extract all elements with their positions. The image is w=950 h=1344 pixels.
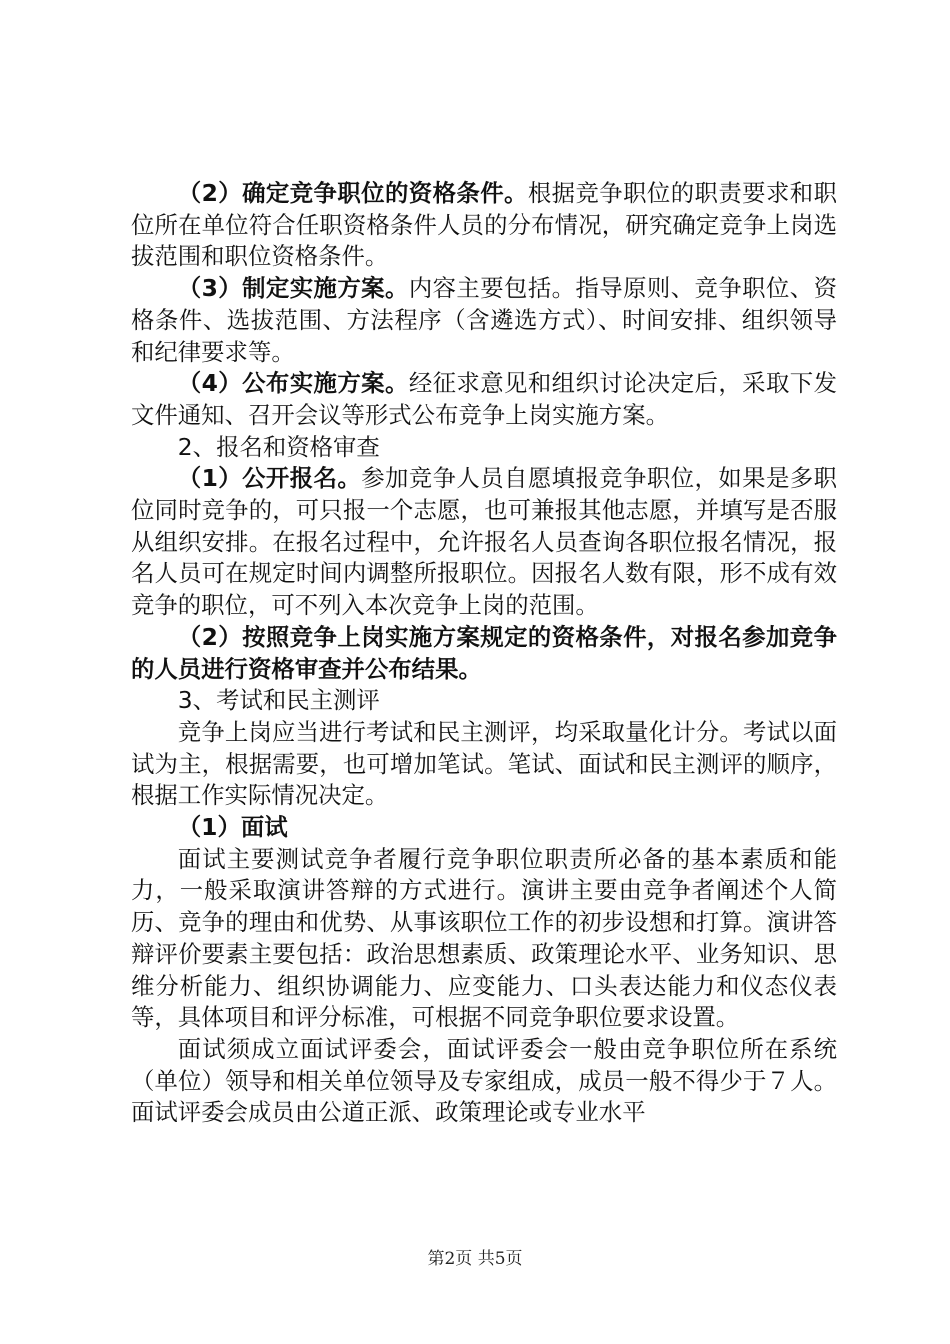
subheading-interview: （1）面试: [177, 813, 288, 842]
paragraph-lead: （1）公开报名。: [177, 464, 362, 493]
paragraph-plan: [131, 273, 837, 368]
paragraph-interview-content: 面试主要测试竞争者履行竞争职位职责所必备的基本素质和能力，一般采取演讲答辩的方式进行。演讲主要由竞争者阐述个人简历、竞争的理由和优势、从事该职位工作的初步设想和打算。演讲答辩评价要素主要包括：政治思想素质、政策理论水平、业务知识、思维分析能力、组织协调能力、应变能力、口头表达能力和仪态仪表等，具体项目和评分标准，可根据不同竞争职位要求设置。: [131, 844, 837, 1032]
paragraph-qualification: [131, 178, 837, 273]
paragraph-qualification-review: （2）按照竞争上岗实施方案规定的资格条件，对报名参加竞争的人员进行资格审查并公布结果。: [131, 622, 837, 683]
section-heading-exam: 3、考试和民主测评: [177, 686, 380, 715]
paragraph-lead: （4）公布实施方案。: [177, 369, 409, 398]
paragraph-lead: （2）确定竞争职位的资格条件。: [177, 179, 528, 207]
paragraph-lead: （3）制定实施方案。: [177, 274, 409, 303]
paragraph-open-registration: [131, 463, 837, 622]
paragraph-text: 参加竞争人员自愿填报竞争职位，如果是多职位同时竞争的，可只报一个志愿，也可兼报其他志愿，并填写是否服从组织安排。在报名过程中，允许报名人员查询各职位报名情况，报名人员可在规定时间内调整所报职位。因报名人数有限，形不成有效竞争的职位，可不列入本次竞争上岗的范围。: [131, 464, 838, 620]
page-number-footer: 第2页 共5页: [427, 1249, 523, 1269]
paragraph-exam-intro: 竞争上岗应当进行考试和民主测评，均采取量化计分。考试以面试为主，根据需要，也可增加笔试。笔试、面试和民主测评的顺序，根据工作实际情况决定。: [131, 717, 837, 810]
paragraph-publish: [131, 368, 837, 431]
document-body: [131, 178, 837, 1129]
paragraph-text: 经征求意见和组织讨论决定后，采取下发文件通知、召开会议等形式公布竞争上岗实施方案。: [131, 369, 838, 429]
paragraph-text: 内容主要包括。指导原则、竞争职位、资格条件、选拔范围、方法程序（含遴选方式）、时间安排、组织领导和纪律要求等。: [131, 274, 838, 366]
paragraph-interview-committee: 面试须成立面试评委会，面试评委会一般由竞争职位所在系统（单位）领导和相关单位领导及专家组成，成员一般不得少于７人。面试评委会成员由公道正派、政策理论或专业水平: [131, 1034, 837, 1127]
paragraph-text: 根据竞争职位的职责要求和职位所在单位符合任职资格条件人员的分布情况，研究确定竞争上岗选拔范围和职位资格条件。: [131, 179, 837, 271]
section-heading-registration: 2、报名和资格审查: [177, 432, 380, 461]
